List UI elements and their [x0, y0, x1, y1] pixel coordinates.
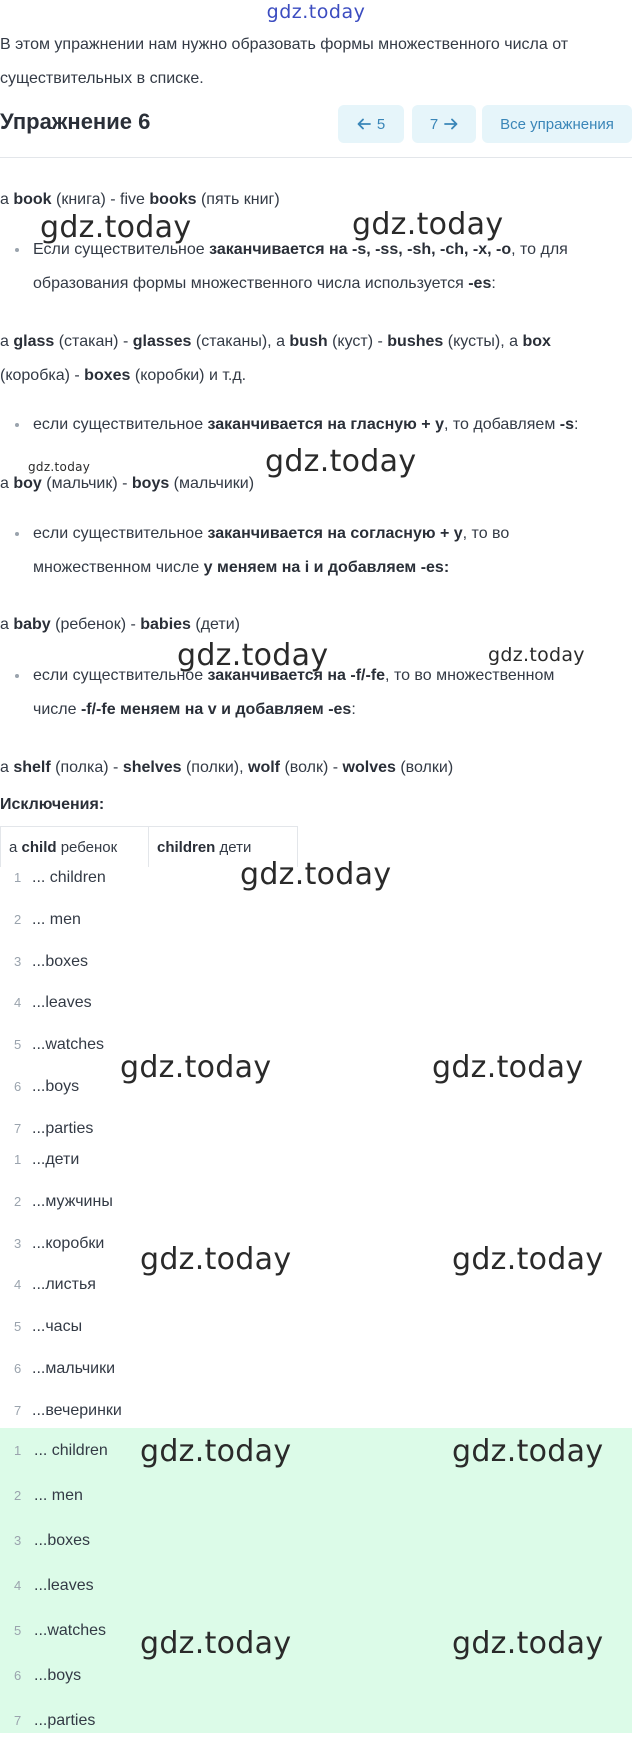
intro-text: В этом упражнении нам нужно образовать формы множественного числа от существительных в списке. — [0, 36, 569, 87]
exercise-title: Упражнение 6 — [0, 109, 151, 134]
exceptions-label: Исключения: — [0, 796, 105, 813]
rule-bullet-f-fe: если существительное заканчивается на -f/-fe, то во множественном числе -f/-fe меняем на v и добавляем -es: — [0, 659, 600, 727]
rule-bullet-consonant-y: если существительное заканчивается на согласную + y, то во множественном числе y меняем на i и добавляем -es: — [0, 517, 600, 585]
arrow-left-icon — [357, 118, 371, 130]
list-item: 2 ...мужчины — [14, 1192, 113, 1210]
list-item: 4 ...leaves — [14, 994, 92, 1012]
bullet-dot — [15, 674, 19, 678]
watermark: gdz.today — [452, 1626, 604, 1661]
answer-list — [0, 1436, 632, 1751]
next-exercise-label: 7 — [429, 115, 439, 133]
header-divider — [0, 157, 632, 158]
rule-example-glass: a glass (стакан) - glasses (стаканы), a bush (куст) - bushes (кусты), a box (коробка) - boxes (коробки) и т.д. — [0, 333, 551, 384]
all-exercises-label: Все упражнения — [500, 115, 614, 133]
list-item: 2 ... men — [14, 910, 81, 928]
watermark: gdz.today — [452, 1242, 604, 1277]
list-item: 6 ...мальчики — [14, 1359, 116, 1377]
russian-plural-list — [0, 1145, 632, 1438]
next-exercise-button[interactable] — [412, 105, 476, 143]
list-item: 4 ...листья — [14, 1276, 96, 1294]
watermark: gdz.today — [488, 644, 585, 666]
list-item: 3 ...коробки — [14, 1234, 105, 1252]
rule-bullet-es: Если существительное заканчивается на -s, -ss, -sh, -ch, -x, -o, то для образования формы множественного числа используется -es: — [0, 233, 600, 301]
watermark: gdz.today — [140, 1626, 292, 1661]
watermark: gdz.today — [352, 207, 504, 242]
list-item: 1 ... children — [14, 869, 106, 886]
list-item: 3 ...boxes — [14, 1532, 91, 1549]
list-item: 5 ...watches — [14, 1036, 105, 1054]
arrow-right-icon — [444, 118, 458, 130]
watermark: gdz.today — [432, 1050, 584, 1085]
list-item: 1 ...дети — [14, 1151, 80, 1168]
prev-exercise-label: 5 — [376, 115, 386, 133]
table-cell: a child ребенок — [1, 827, 149, 868]
all-exercises-button[interactable] — [482, 105, 632, 143]
exercise-header — [0, 103, 632, 145]
list-item: 7 ...вечеринки — [14, 1401, 122, 1419]
watermark: gdz.today — [40, 210, 192, 245]
list-item: 5 ...часы — [14, 1318, 83, 1336]
rule-example-book: a book (книга) - five books (пять книг) — [0, 191, 280, 208]
list-item: 7 ...parties — [14, 1712, 96, 1729]
watermark: gdz.today — [140, 1434, 292, 1469]
rule-example-boy: a boy (мальчик) - boys (мальчики) — [0, 475, 255, 492]
rule-bullet-vowel-y: если существительное заканчивается на гласную + y, то добавляем -s: — [0, 408, 600, 442]
list-item: 2 ... men — [14, 1487, 83, 1504]
watermark: gdz.today — [120, 1050, 272, 1085]
list-item: 6 ...boys — [14, 1667, 82, 1684]
watermark: gdz.today — [265, 444, 417, 479]
rule-example-baby: a baby (ребенок) - babies (дети) — [0, 616, 241, 633]
bullet-dot — [15, 532, 19, 536]
watermark: gdz.today — [240, 857, 392, 892]
table-cell: children дети — [149, 827, 298, 868]
list-item: 6 ...boys — [14, 1077, 80, 1095]
watermark: gdz.today — [452, 1434, 604, 1469]
watermark: gdz.today — [28, 460, 91, 474]
list-item: 1 ... children — [14, 1442, 108, 1459]
rule-example-shelf: a shelf (полка) - shelves (полки), wolf (волк) - wolves (волки) — [0, 759, 454, 776]
bullet-dot — [15, 423, 19, 427]
list-item: 3 ...boxes — [14, 952, 89, 970]
prev-exercise-button[interactable] — [338, 105, 404, 143]
bullet-dot — [15, 248, 19, 252]
list-item: 7 ...parties — [14, 1119, 94, 1137]
watermark: gdz.today — [140, 1242, 292, 1277]
answer-block — [0, 1428, 632, 1733]
list-item: 5 ...watches — [14, 1622, 107, 1639]
english-plural-list — [0, 863, 632, 1156]
list-item: 4 ...leaves — [14, 1577, 94, 1594]
watermark: gdz.today — [177, 638, 329, 673]
site-logo[interactable]: gdz.today — [266, 1, 366, 23]
